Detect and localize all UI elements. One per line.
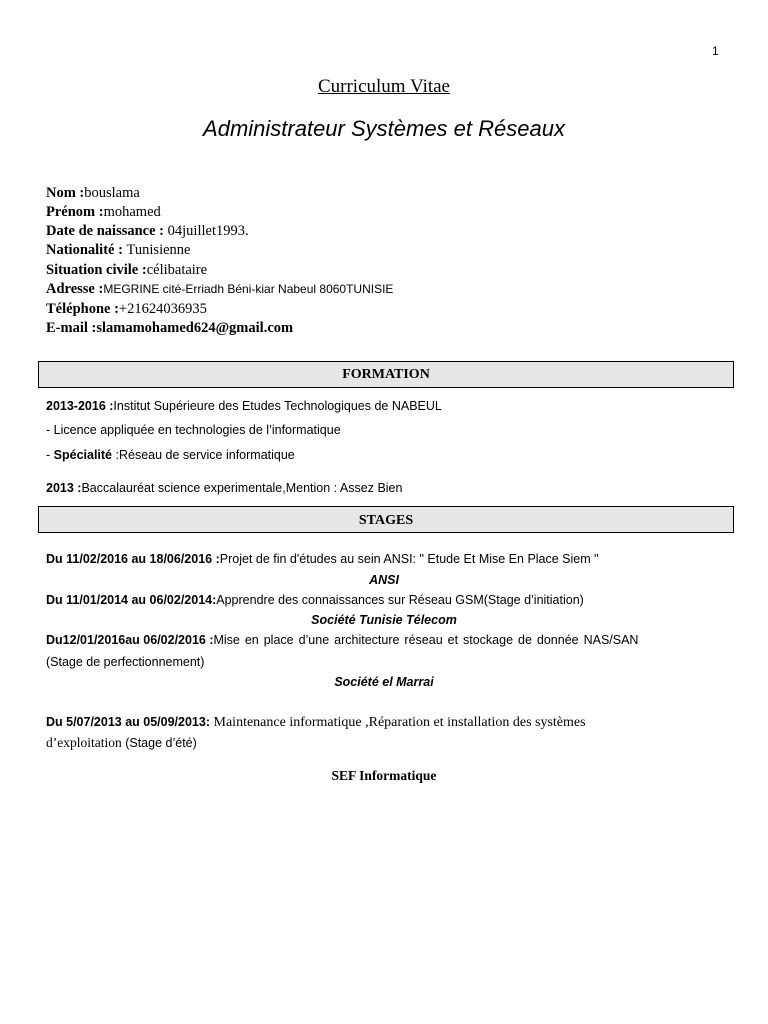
formation-text: Baccalauréat science experimentale,Mention : Assez Bien [81, 481, 403, 495]
info-nationalite [46, 242, 190, 259]
formation-prefix: - [46, 448, 54, 462]
info-value: MEGRINE cité-Erriadh Béni-kiar Nabeul 8060TUNISIE [103, 282, 394, 296]
formation-text: :Réseau de service informatique [112, 448, 295, 462]
stage-3-line2: (Stage de perfectionnement) [46, 655, 205, 669]
formation-item-2: - Licence appliquée en technologies de l’informatique [46, 423, 341, 437]
stage-text: d’exploitation [46, 735, 122, 750]
info-value: +21624036935 [118, 301, 207, 317]
stage-4-company: SEF Informatique [331, 768, 437, 783]
section-heading: STAGES [358, 513, 414, 528]
stage-date: Du12/01/2016au 06/02/2016 : [46, 633, 214, 647]
stage-3-company: Société el Marrai [334, 675, 434, 689]
info-value: 04juillet1993. [167, 223, 249, 239]
info-email [46, 320, 293, 337]
page-number: 1 [712, 44, 719, 58]
stage-3 [46, 633, 722, 647]
page-subtitle: Administrateur Systèmes et Réseaux [203, 116, 565, 141]
formation-item-3 [46, 448, 295, 462]
info-naissance [46, 223, 249, 240]
formation-date: 2013-2016 : [46, 399, 114, 413]
stage-text: Projet de fin d'études au sein ANSI: " Etude Et Mise En Place Siem " [219, 552, 599, 566]
info-nom [46, 185, 140, 202]
stage-date: Du 11/01/2014 au 06/02/2014: [46, 593, 217, 607]
page-title: Curriculum Vitae [317, 76, 450, 97]
section-formation-header [38, 361, 734, 388]
stage-4 [46, 715, 586, 731]
stage-date: Du 5/07/2013 au 05/09/2013: [46, 715, 211, 729]
info-adresse [46, 281, 393, 298]
formation-text: Institut Supérieure des Etudes Technologiques de NABEUL [113, 399, 442, 413]
stage-text: Maintenance informatique ,Réparation et installation des systèmes [210, 715, 586, 730]
stage-2 [46, 593, 584, 607]
section-heading: FORMATION [342, 367, 430, 382]
formation-label: Spécialité [53, 448, 113, 462]
stage-text: Apprendre des connaissances sur Réseau GSM(Stage d’initiation) [216, 593, 584, 607]
stage-2-company: Société Tunisie Télecom [311, 613, 457, 627]
info-label: Nom : [46, 185, 85, 201]
stage-text: Mise en place d’une architecture réseau et stockage de donnée NAS/SAN [213, 633, 639, 647]
formation-date: 2013 : [46, 481, 82, 495]
info-value: slamamohamed624@gmail.com [96, 320, 294, 336]
info-prenom [46, 204, 161, 221]
info-label: Prénom : [46, 204, 104, 220]
info-value: Tunisienne [126, 242, 191, 258]
info-situation [46, 262, 207, 279]
info-label: Téléphone : [46, 301, 119, 317]
formation-item-1 [46, 399, 442, 413]
info-telephone [46, 301, 207, 318]
section-stages-header [38, 506, 734, 533]
stage-4-line2 [46, 735, 197, 751]
stage-date: Du 11/02/2016 au 18/06/2016 : [46, 552, 220, 566]
formation-item-4 [46, 481, 402, 495]
info-label: E-mail : [46, 320, 97, 336]
stage-1 [46, 552, 599, 566]
stage-1-company: ANSI [369, 573, 399, 587]
info-label: Nationalité : [46, 242, 127, 258]
info-label: Date de naissance : [46, 223, 168, 239]
info-label: Situation civile : [46, 262, 147, 278]
info-label: Adresse : [46, 281, 104, 297]
info-value: bouslama [84, 185, 140, 201]
info-value: mohamed [103, 204, 161, 220]
info-value: célibataire [146, 262, 208, 278]
stage-text: (Stage d’été) [121, 736, 197, 750]
